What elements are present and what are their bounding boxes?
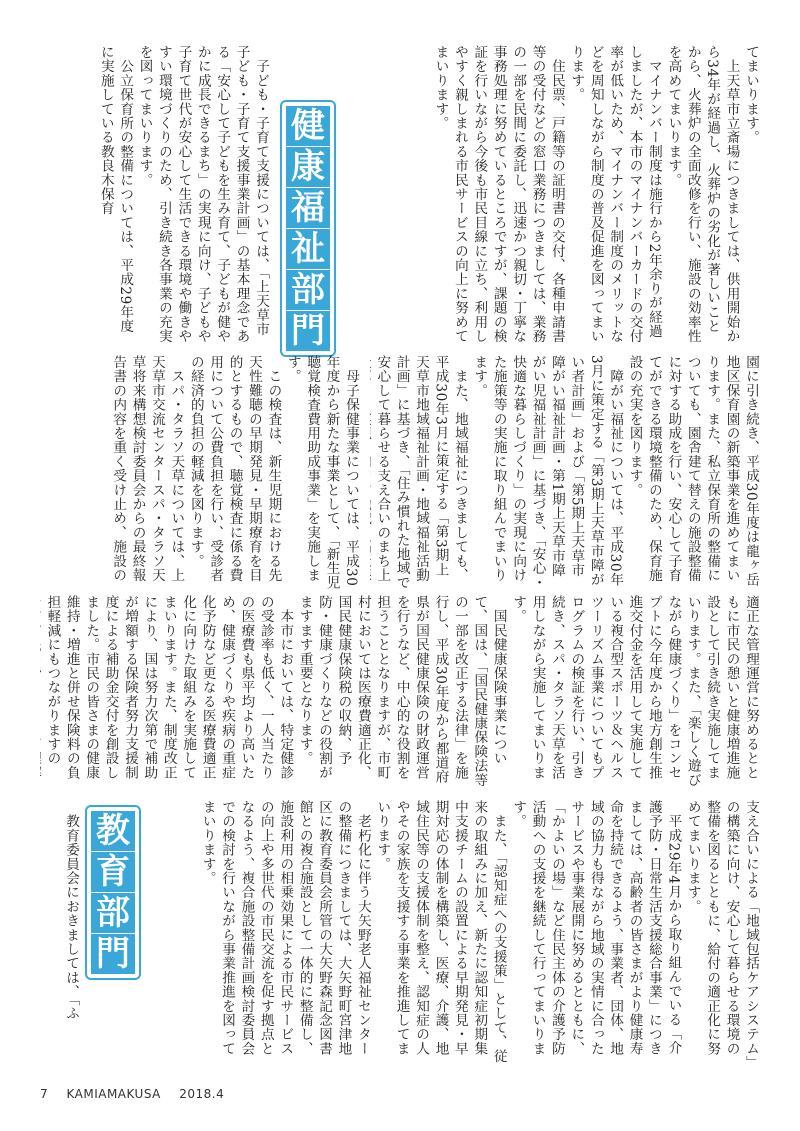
band-middle [40,355,760,590]
heading-char: 門 [91,933,135,974]
text-column-band2-right: 園に引き続き、平成30年度は龍ヶ岳地区保育園の新築事業を進めてまいります。また、私立保育所の整備についても、園舎建て替えの施設整備に対する助成を行い、安心して子育てができる環境整備のため、保育施設の充実を図ります。 障がい福祉については、平成30年3月に策定する「第3期上天草市障がい者計画」および「第5期上天草市障がい福祉計画・第1期上天草市障がい児福祉計画」に基づき、「安心・快適な暮らしづくり」の実現に向けた施策等の実施に取り組んでまいります。 また、地域福祉につきましても、平成30年3月に策定する「第3期上天草市地域福祉計画・地域福祉活動計画」に基づき、「住み慣れた地域で安心して暮らせる支え合いのまち上 [374,355,759,590]
text-column-band3-lower-right: 支え合いによる「地域包括ケアシステム」の構築に向け、安心して暮らせる環境の整備を図るとともに、給付の適正化に努めてまいります。 平成29年4月から取り組んでいる「介護予防・日常生活支援総合事業」につきましては、高齢者の皆さまがより健康寿命を持続できるよう、事業者、団体、地域の協力も得ながら地域の実情に合ったサービスや事業展開に努めるとともに、「かよいの場」など住民主体の介護予防活動への支援を継続して行ってまいります。 また、「認知症への支援策」として、従来の取組みに加え、新たに認知症初期集中支援チームの設置による早期発見・早期対応の体制を構築し、医療、介護、地域住民等の支援体制を整え、認知症の人やその家族を支援する事業を推進してまいります。 老朽化に伴う大矢野老人福祉センターの整備につきましては、大矢野町宮津地区に教育委員会所管の大矢野森記念図書館との複合施設として一体的に整備し、施設利用の相乗効果による市民サービスの向上や多世代の市民交流を促す拠点となるよう、複合施設整備計画検討委員会での検討を行いながら事業推進を図ってまいります。 [200,800,759,1063]
text-column-band3-right: 適正な管理運営に努めるとともに市民の憩いと健康増進施設として引き続き実施してまいります。また、「楽しく遊びながら健康づくり」をコンセプトに今年度から地方創生推進交付金を活用して実施している複合型スポーツ＆ヘルスツーリズム事業についてもプログラムの検証を行い、引き続き、スパ・タラソ天草を活用しながら実施してまいります。 国民健康保険事業について、国は、「国民健康保険法等の一部を改正する法律」を施行し、平成30年度から都道府県が国民健康保険の財政運営を行うなど、中心的な役割を担うこととなりますが、市町村においては医療費適正化、国民健康保険税の収納、予防・健康づくりなどの役割がますます重要となります。 本市においては、特定健診の受診率も低く、一人当たりの医療費も県平均より高いため、健康づくりや疾病の重症化予防など更なる医療費適正化に向けた取組みを実施してまいります。また、制度改正により、国は努力次第で補助が増額する保険者努力支援制度による補助金交付を創設しました。市民の皆さまの健康維持・増進と併せ保険料の負担軽減にもつながりますの [44,595,759,787]
text-column-band2-left: 母子保健事業については、平成30年度から新たな事業として、「新生児聴覚検査費用助成事業」を実施します。 この検査は、新生児期における先天性難聴の早期発見・早期療育を目的とするもので、聴覚検査に係る費用について公費負担を行い、受診者の経済的負担の軽減を図ります。 スパ・タラソ天草については、上天草市交流センタースパ・タラソ天草将来構想検討委員会からの最終報告書の内容を重く受け止め、施設の [110,355,359,590]
heading-char: 福 [286,187,330,228]
text-column-band1-left: 子ども・子育て支援については、「上天草市子ども・子育て支援事業計画」の基本理念である「安心して子どもを生み育て、子どもが健やかに成長できるまち」の実現に向け、子どもや子育て世代が安心して生活できる環境や働きやすい環境づくりのため、引き続き各事業の充実を図ってまいります。 公立保育所の整備については、平成29年度に実施している教良木保育 [97,45,269,344]
heading-char: 門 [286,310,330,351]
band-top [40,45,760,351]
page-number: 7 [40,1087,49,1101]
heading-char: 康 [286,146,330,187]
heading-char: 教 [91,811,135,851]
issue-date: 2018.4 [179,1087,225,1101]
text-column-band1-right: てまいります。 上天草市立斎場につきましては、供用開始から34年が経過し、火葬炉の劣化が著しいことから、火葬炉の全面改修を行い、施設の効率性を高めてまいります。 マイナンバー制度は施行から2年余りが経過しましたが、本市のマイナンバーカードの交付率が低いため、マイナンバー制度のメリットなどを周知しながら制度の普及促進を図ってまいります。 住民票、戸籍等の証明書の交付、各種申請書等の受付などの窓口業務につきましては、業務の一部を民間に委託し、迅速かつ親切・丁寧な事務処理に努めているところですが、課題の検証を行いながら今後も市民目線に立ち、利用しやすく親しまれる市民サービスの向上に努めてまいります。 [432,45,759,344]
heading-char: 部 [91,892,135,933]
heading-char: 祉 [286,228,330,269]
band-bottom [40,595,760,1065]
page-footer [40,1087,238,1101]
heading-char: 育 [91,851,135,892]
heading-kenko-fukushi [280,100,336,357]
heading-char: 健 [286,106,330,146]
heading-kyoiku [85,805,141,980]
magazine-name: KAMIAMAKUSA [66,1087,161,1101]
text-column-band3-left: 教育委員会におきましては、「ふ [63,800,79,1021]
heading-char: 部 [286,269,330,310]
